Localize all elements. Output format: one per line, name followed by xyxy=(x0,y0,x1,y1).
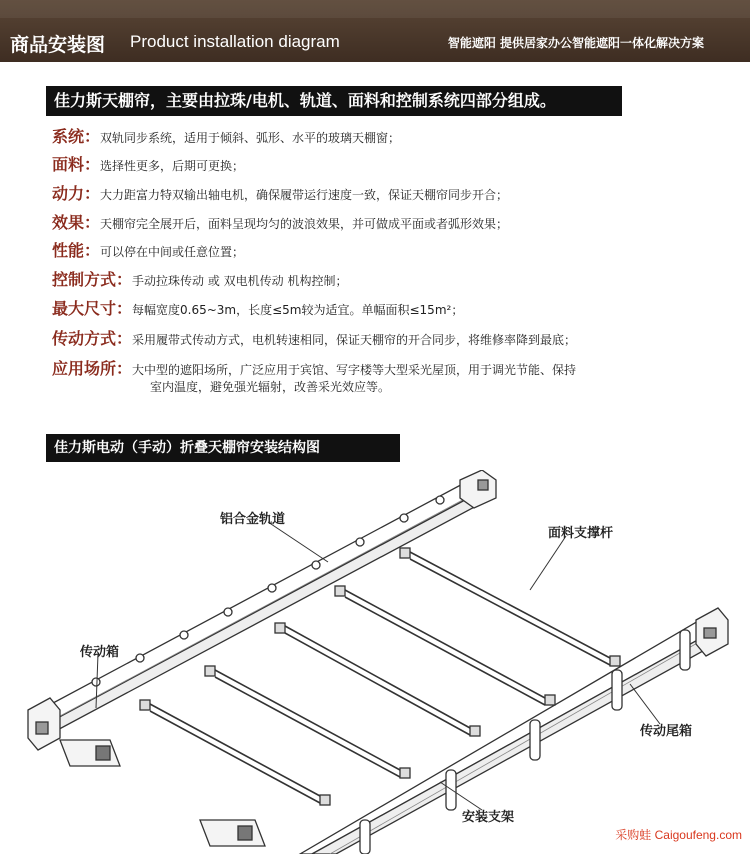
label-fabric-support-rod: 面料支撑杆 xyxy=(548,526,614,541)
spec-label: 控制方式： xyxy=(52,270,133,289)
banner-slogan: 智能遮阳 提供居家办公智能遮阳一体化解决方案 xyxy=(447,36,704,50)
intro-heading: 佳力斯天棚帘，主要由拉珠/电机、轨道、面料和控制系统四部分组成。 xyxy=(46,86,622,116)
spec-line-max-size xyxy=(52,296,463,319)
spec-line-application xyxy=(52,356,576,379)
spec-text: 每幅宽度0.65~3m，长度≤5m较为适宜。单幅面积≤15m²； xyxy=(132,303,464,317)
watermark: 采购蛙 Caigoufeng.com xyxy=(615,828,742,842)
header-banner xyxy=(0,0,750,62)
spec-text: 手动拉珠传动 或 双电机传动 机构控制； xyxy=(132,274,348,288)
label-drive-box: 传动箱 xyxy=(80,645,120,660)
spec-line-effect xyxy=(52,210,508,233)
motor-bottom xyxy=(200,820,265,846)
spec-text: 采用履带式传动方式，电机转速相同，保证天棚帘的开合同步，将维修率降到最底； xyxy=(132,333,577,347)
spec-line-power xyxy=(52,181,508,204)
spec-label: 动力： xyxy=(52,184,101,203)
spec-text: 选择性更多，后期可更换； xyxy=(100,159,245,173)
spec-line-control xyxy=(52,267,347,290)
spec-line-application-continued: 室内温度，避免强光辐射，改善采光效应等。 xyxy=(150,380,391,394)
drive-box-left xyxy=(28,698,60,750)
spec-text: 双轨同步系统，适用于倾斜、弧形、水平的玻璃天棚窗； xyxy=(100,131,401,145)
banner-shine xyxy=(0,0,750,18)
label-aluminium-rail: 铝合金轨道 xyxy=(220,512,286,527)
diagram-heading: 佳力斯电动（手动）折叠天棚帘安装结构图 xyxy=(46,434,400,462)
spec-label: 面料： xyxy=(52,155,101,174)
spec-text: 可以停在中间或任意位置； xyxy=(100,245,245,259)
spec-label: 应用场所： xyxy=(52,359,133,378)
spec-line-fabric xyxy=(52,152,244,175)
spec-line-system xyxy=(52,124,400,147)
rail-left-end xyxy=(460,470,496,508)
installation-diagram xyxy=(0,470,750,854)
banner-title: 商品安装图 xyxy=(10,34,106,56)
spec-text: 大中型的遮阳场所，广泛应用于宾馆、写字楼等大型采光屋顶，用于调光节能、保持 xyxy=(132,363,577,377)
label-tail-box: 传动尾箱 xyxy=(640,724,693,739)
spec-line-transmission xyxy=(52,326,576,349)
support-rods xyxy=(150,552,610,803)
spec-label: 传动方式： xyxy=(52,329,133,348)
spec-text: 大力距富力特双输出轴电机，确保履带运行速度一致，保证天棚帘同步开合； xyxy=(100,188,509,202)
spec-text: 天棚帘完全展开后，面料呈现均匀的波浪效果，并可做成平面或者弧形效果； xyxy=(100,217,509,231)
tail-box-right xyxy=(696,608,728,656)
motor-left xyxy=(60,740,120,766)
banner-title-english: Product installation diagram xyxy=(130,32,340,51)
spec-label: 最大尺寸： xyxy=(52,299,133,318)
label-mounting-bracket: 安装支架 xyxy=(462,810,515,825)
spec-label: 性能： xyxy=(52,241,101,260)
spec-label: 系统： xyxy=(52,127,101,146)
spec-line-performance xyxy=(52,238,244,261)
spec-label: 效果： xyxy=(52,213,101,232)
